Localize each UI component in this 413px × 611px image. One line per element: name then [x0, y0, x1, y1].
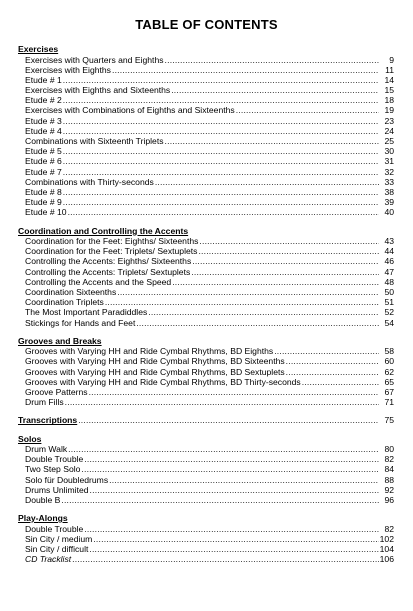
dot-leader: [286, 356, 379, 366]
dot-leader: [81, 464, 379, 474]
dot-leader: [93, 534, 378, 544]
toc-entry: [18, 544, 394, 554]
toc-entry: [18, 95, 394, 105]
dot-leader: [117, 287, 379, 297]
dot-leader: [63, 116, 379, 126]
entry-title: Grooves with Varying HH and Ride Cymbal Rhythms, BD Sextuplets: [25, 366, 285, 377]
dot-leader: [286, 367, 379, 377]
page-number: 47: [384, 266, 394, 277]
entry-title: Etude # 9: [25, 197, 62, 208]
page-number: 46: [384, 256, 394, 267]
entry-title: Combinations with Thirty-seconds: [25, 176, 154, 187]
dot-leader: [165, 55, 379, 65]
page-number: 84: [384, 464, 394, 475]
entry-title: Combinations with Sixteenth Triplets: [25, 136, 164, 146]
entry-title: Exercises with Eighths: [25, 64, 111, 75]
toc-section: [18, 415, 394, 425]
page-number: 19: [384, 105, 394, 116]
entry-title: Grooves with Varying HH and Ride Cymbal Rhythms, BD Eighths: [25, 346, 274, 357]
section-heading: Coordination and Controlling the Accents: [18, 225, 189, 236]
page-number: 104: [379, 544, 394, 554]
toc-entry: [18, 297, 394, 307]
page-number: 62: [384, 366, 394, 377]
section-heading: Solos: [18, 433, 42, 444]
page-number: 25: [384, 136, 394, 146]
toc-entry: [18, 55, 394, 65]
dot-leader: [165, 136, 379, 146]
page-number: 9: [389, 54, 394, 65]
toc-section: [18, 336, 394, 408]
dot-leader: [63, 156, 379, 166]
page-number: 31: [384, 156, 394, 167]
dot-leader: [105, 297, 379, 307]
page-number: 96: [384, 494, 394, 505]
entry-title: Etude # 5: [25, 146, 62, 157]
entry-title: Coordination Sixteenths: [25, 286, 117, 297]
toc-entry: [18, 246, 394, 256]
entry-title: Coordination for the Feet: Triplets/ Sextuplets: [25, 246, 198, 257]
dot-leader: [68, 207, 379, 217]
toc-section: [18, 226, 394, 328]
entry-title: Stickings for Hands and Feet: [25, 317, 136, 328]
entry-title: Grooves with Varying HH and Ride Cymbal Rhythms, BD Sixteenths: [25, 356, 285, 367]
toc-entry: [18, 397, 394, 407]
dot-leader: [274, 346, 379, 356]
page-number: 75: [384, 415, 394, 426]
dot-leader: [63, 197, 379, 207]
entry-title: Coordination Triplets: [25, 297, 104, 308]
entry-title: The Most Important Paradiddles: [25, 307, 148, 318]
page-number: 43: [384, 236, 394, 246]
dot-leader: [63, 146, 379, 156]
dot-leader: [84, 454, 379, 464]
page-number: 71: [384, 397, 394, 408]
toc-entry: [18, 65, 394, 75]
dot-leader: [68, 444, 379, 454]
toc-entry: [18, 367, 394, 377]
toc-entry: [18, 116, 394, 126]
page-number: 52: [384, 307, 394, 318]
page-number: 58: [384, 346, 394, 357]
toc-entry: [18, 495, 394, 505]
page-number: 92: [384, 484, 394, 495]
toc-entry: [18, 464, 394, 474]
page-number: 82: [384, 454, 394, 465]
dot-leader: [63, 75, 379, 85]
page-number: 44: [384, 246, 394, 257]
entry-title: Controlling the Accents: Eighths/ Sixteenths: [25, 256, 192, 267]
toc-entry: [18, 356, 394, 366]
toc-entry: [18, 387, 394, 397]
page-number: 14: [384, 74, 394, 85]
toc-entry: [18, 236, 394, 246]
dot-leader: [155, 177, 379, 187]
entry-title: Coordination for the Feet: Eighths/ Sixteenths: [25, 236, 199, 246]
dot-leader: [109, 475, 379, 485]
toc-section: [18, 513, 394, 564]
entry-title: Exercises with Combinations of Eighths and Sixteenths: [25, 105, 235, 116]
page-number: 82: [384, 523, 394, 534]
dot-leader: [302, 377, 379, 387]
page-number: 67: [384, 386, 394, 397]
dot-leader: [65, 397, 379, 407]
page-number: 48: [384, 276, 394, 287]
entry-title: Etude # 6: [25, 156, 62, 167]
page-number: 30: [384, 146, 394, 157]
toc-entry: [18, 187, 394, 197]
toc-entry: [18, 524, 394, 534]
toc-entry: [18, 454, 394, 464]
entry-title: Sin City / difficult: [25, 544, 89, 554]
entry-title: Etude # 1: [25, 74, 62, 85]
page-number: 80: [384, 444, 394, 454]
entry-title: Etude # 3: [25, 115, 62, 126]
toc-entry: [18, 256, 394, 266]
toc-entry: [18, 126, 394, 136]
toc-entry: [18, 177, 394, 187]
toc-entry: [18, 136, 394, 146]
entry-title: Etude # 4: [25, 125, 62, 136]
dot-leader: [89, 544, 378, 554]
toc-entry: [18, 485, 394, 495]
entry-title: Double B: [25, 494, 61, 505]
page-number: 50: [384, 286, 394, 297]
entry-title: Double Trouble: [25, 454, 84, 465]
page-number: 23: [384, 115, 394, 126]
entry-title: Drum Walk: [25, 444, 68, 454]
toc-entry: [18, 534, 394, 544]
toc-entry: [18, 346, 394, 356]
toc-entry: [18, 554, 394, 564]
toc-entry: [18, 146, 394, 156]
page-number: 65: [384, 376, 394, 387]
entry-title: Groove Patterns: [25, 386, 88, 397]
dot-leader: [192, 256, 379, 266]
dot-leader: [78, 415, 379, 425]
dot-leader: [84, 524, 379, 534]
dot-leader: [90, 485, 379, 495]
page-number: 54: [384, 317, 394, 328]
page-number: 11: [385, 64, 394, 75]
toc-entry: [18, 277, 394, 287]
entry-title: Transcriptions: [18, 415, 78, 426]
toc-entry: [18, 207, 394, 217]
page-number: 18: [384, 95, 394, 106]
dot-leader: [236, 105, 379, 115]
entry-title: Drums Unlimited: [25, 484, 89, 495]
toc-section: [18, 44, 394, 218]
entry-title: Etude # 10: [25, 207, 67, 218]
toc-entry: [18, 105, 394, 115]
page-number: 24: [384, 125, 394, 136]
dot-leader: [198, 246, 379, 256]
toc-entry: [18, 156, 394, 166]
toc-sections: [18, 44, 394, 572]
entry-title: Etude # 2: [25, 95, 62, 106]
dot-leader: [191, 267, 379, 277]
page-number: 60: [384, 356, 394, 367]
page-number: 15: [384, 85, 394, 96]
entry-title: Solo für Doubledrums: [25, 474, 109, 485]
dot-leader: [136, 318, 379, 328]
dot-leader: [171, 85, 379, 95]
page-title: TABLE OF CONTENTS: [135, 17, 278, 32]
toc-entry: [18, 287, 394, 297]
entry-title: Exercises with Eighths and Sixteenths: [25, 85, 171, 96]
toc-entry: [18, 444, 394, 454]
entry-title: Double Trouble: [25, 523, 84, 534]
page-number: 88: [384, 474, 394, 485]
toc-entry: [18, 267, 394, 277]
page-number: 51: [384, 297, 394, 308]
toc-entry: [18, 377, 394, 387]
dot-leader: [63, 187, 379, 197]
entry-title: Controlling the Accents and the Speed: [25, 276, 172, 287]
entry-title: Etude # 7: [25, 166, 62, 177]
dot-leader: [148, 307, 379, 317]
toc-entry: [18, 167, 394, 177]
page-number: 32: [384, 166, 394, 177]
toc-entry: [18, 318, 394, 328]
toc-section: [18, 434, 394, 506]
entry-title: Sin City / medium: [25, 533, 93, 544]
dot-leader: [72, 554, 379, 564]
page-number: 39: [384, 197, 394, 208]
entry-title: Drum Fills: [25, 397, 64, 408]
section-heading: Exercises: [18, 44, 59, 54]
section-heading: Play-Alongs: [18, 513, 68, 524]
dot-leader: [61, 495, 379, 505]
entry-title: Etude # 8: [25, 186, 62, 197]
entry-title: Controlling the Accents: Triplets/ Sextuplets: [25, 266, 191, 277]
page-number: 106: [379, 554, 394, 565]
entry-title: Exercises with Quarters and Eighths: [25, 54, 164, 65]
page-number: 33: [384, 176, 394, 187]
toc-entry: [18, 475, 394, 485]
dot-leader: [172, 277, 379, 287]
section-heading: Grooves and Breaks: [18, 335, 102, 346]
page-number: 40: [384, 207, 394, 218]
dot-leader: [63, 167, 379, 177]
page-number: 102: [379, 533, 394, 544]
dot-leader: [112, 65, 379, 75]
dot-leader: [89, 387, 379, 397]
dot-leader: [63, 126, 379, 136]
toc-entry: [18, 415, 394, 425]
dot-leader: [199, 236, 379, 246]
entry-title: Two Step Solo: [25, 464, 81, 475]
toc-entry: [18, 197, 394, 207]
entry-title: CD Tracklist: [25, 554, 72, 565]
toc-entry: [18, 75, 394, 85]
entry-title: Grooves with Varying HH and Ride Cymbal Rhythms, BD Thirty-seconds: [25, 376, 301, 387]
toc-entry: [18, 85, 394, 95]
toc-entry: [18, 307, 394, 317]
dot-leader: [63, 95, 379, 105]
page-number: 38: [384, 186, 394, 197]
